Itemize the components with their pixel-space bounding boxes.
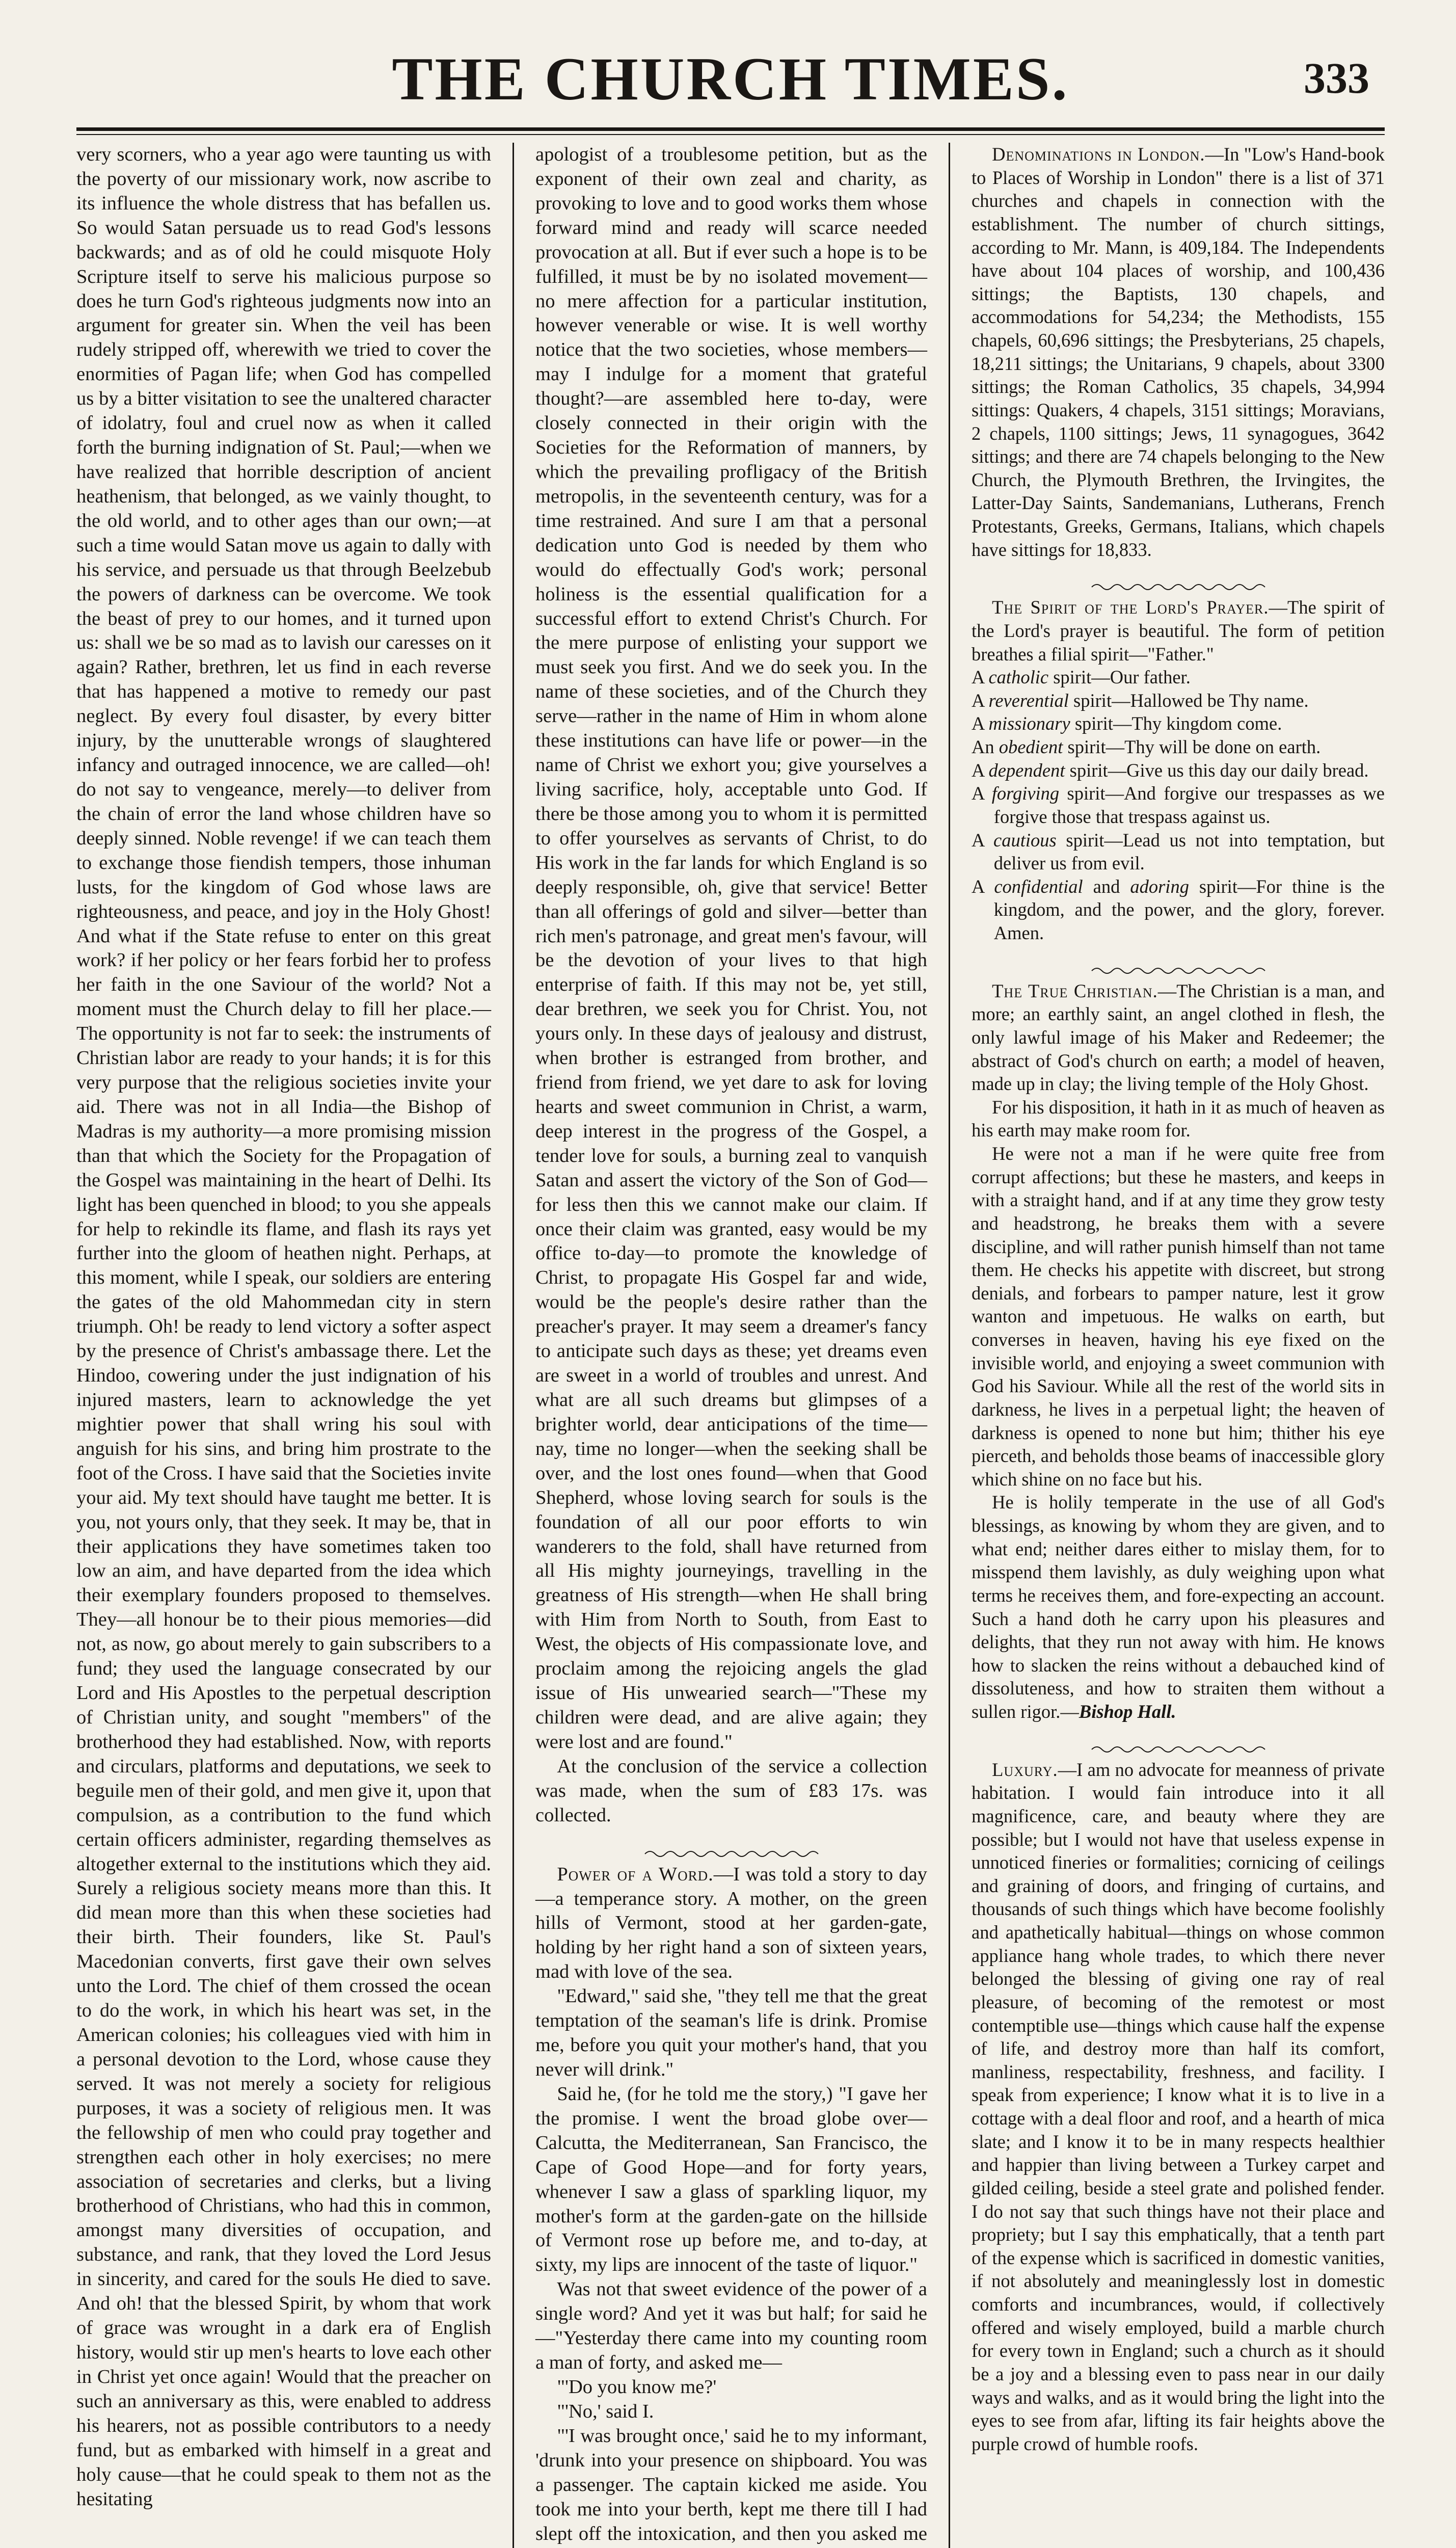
list-item: An obedient spirit—Thy will be done on earth. <box>972 736 1321 757</box>
collection-note: At the conclusion of the service a collection was made, when the sum of £83 17s. was collected. <box>535 1755 927 1826</box>
luxury-heading: Luxury. <box>992 1759 1058 1780</box>
list-item: A cautious spirit—Lead us not into temptation, but deliver us from evil. <box>972 829 1385 874</box>
page-title: THE CHURCH TIMES. <box>392 45 1069 113</box>
column-3 <box>949 143 1385 2548</box>
luxury-article: Luxury.—I am no advocate for meanness of private habitation. I would fain introduce into it all magnificence, care, and beauty where they are possible; but I would not have that useless expense in unnoticed fineries or formalities; cornicing of ceilings and graining of doors, and fringing of curtains, and thousands of such things which have become foolishly and apathetically habitual—things on whose common appliance hang whole trades, to which there never belonged the blessing of giving one ray of real pleasure, of becoming of the remotest or most contemptible use—things which cause half the expense of life, and destroy more than half its comfort, manliness, respectability, freshness, and facility. I speak from experience; I know what it is to live in a cottage with a deal floor and roof, and a hearth of mica slate; and I know it to be in many respects healthier and happier than living between a Turkey carpet and gilded ceiling, beside a steel grate and polished fender. I do not say that such things have not their place and propriety; but I say this emphatically, that a tenth part of the expense which is sacrificed in domestic vanities, if not absolutely and meaninglessly lost in domestic comforts and incumbrances, would, if collectively offered and wisely employed, build a marble church for every town in England; such a church as it should be a joy and a blessing even to pass near in our daily ways and walks, and as it would bring the light into the eyes to see from afar, lifting its fair heights above the purple crowd of humble roofs. <box>972 1759 1385 2454</box>
denominations-heading: Denominations in London. <box>992 144 1205 165</box>
true-christian-article: The True Christian.—The Christian is a man, and more; an earthly saint, an angel clothed in flesh, the only lawful image of his Maker and Redeemer; the abstract of God's church on earth; a model of heaven, made up in clay; the living temple of the Holy Ghost. <box>972 980 1385 1095</box>
power-para: "Edward," said she, "they tell me that the great temptation of the seaman's life is drink. Promise me, before you quit your mother's hand, that you never will drink." <box>535 1985 927 2080</box>
sermon-conclusion: apologist of a troublesome petition, but as the exponent of their own zeal and charity, as provoking to love and to good works them whose forward mind and ready will scarce needed provocation at all. But if ever such a hope is to be fulfilled, it must be by no isolated movement—no mere affection for a particular institution, however venerable or wise. It is well worthy notice that the two societies, whose members—may I indulge for a moment that grateful thought?—are assembled here to-day, were closely connected in their origin with the Societies for the Reformation of manners, by which the prevailing profligacy of the British metropolis, in the seventeenth century, was for a time restrained. And sure I am that a personal dedication unto God is needed by them who would do effectually God's work; personal holiness is the essential qualification for a successful effort to extend Christ's Church. For the mere purpose of enlisting your support we must seek you first. And we do seek you. In the name of these societies, and of the Church they serve—rather in the name of Him in whom alone these institutions can have life or power—in the name of Christ we exhort you; give yourselves a living sacrifice, holy, acceptable unto God. If there be those among you to whom it is permitted to offer yourselves as servants of Christ, to do His work in the far lands for which England is so deeply responsible, oh, give that service! Better than all offerings of gold and silver—better than rich men's patronage, and great men's favour, will be the devotion of your lives to that high enterprise of faith. If this may not be, yet still, dear brethren, we seek you for Christ. You, not yours only. In these days of jealousy and distrust, when brother is estranged from brother, and friend from friend, we yet dare to ask for loving hearts and sweet communion in Christ, a warm, deep interest in the progress of the Gospel, a tender love for souls, a burning zeal to vanquish Satan and assert the victory of the Son of God—for less then this we cannot make our claim. If once their claim was granted, easy would be my office to-day—to promote the knowledge of Christ, to propagate His Gospel far and wide, would be the people's desire rather than the preacher's prayer. It may seem a dreamer's fancy to anticipate such days as these; yet dreams even are sweet in a world of troubles and unrest. And what are all such dreams but glimpses of a brighter world, dear anticipations of the time—nay, time no longer—when the seeking shall be over, and the lost ones found—when that Good Shepherd, whose loving search for souls is the foundation of all our poor efforts to win wanderers to the fold, shall have returned from all His mighty journeyings, travelling in the greatness of His strength—when He shall bring with Him from North to South, from East to West, the objects of His compassionate love, and proclaim among the rejoicing angels the glad issue of His unwearied search—"These my children were dead, and are alive again; they were lost and are found." <box>535 144 927 1753</box>
list-item: A forgiving spirit—And forgive our trespasses as we forgive those that trespass against us. <box>972 783 1385 827</box>
column-2 <box>513 143 949 2548</box>
power-para: "'I was brought once,' said he to my informant, 'drunk into your presence on shipboard. You was a passenger. The captain kicked me aside. You took me into your berth, kept me there till I had slept off the intoxication, and then you asked me <box>535 2425 927 2544</box>
list-item: A missionary spirit—Thy kingdom come. <box>972 713 1282 734</box>
lords-prayer-heading: The Spirit of the Lord's Prayer. <box>992 597 1269 618</box>
section-separator <box>972 1737 1385 1747</box>
masthead-rule <box>76 127 1385 135</box>
lords-prayer-article: The Spirit of the Lord's Prayer.—The spirit of the Lord's prayer is beautiful. The form of petition breathes a filial spirit—"Father." <box>972 597 1385 665</box>
power-para: "'No,' said I. <box>557 2400 654 2422</box>
sermon-continuation: very scorners, who a year ago were taunting us with the poverty of our missionary work, now ascribe to its influence the whole distress that has befallen us. So would Satan persuade us to read God's lessons backwards; and as of old he could misquote Holy Scripture itself to serve his malicious purpose so does he turn God's righteous judgments now into an argument for greater sin. When the veil has been rudely stripped off, wherewith we tried to cover the enormities of Pagan life; when God has compelled us by a bitter visitation to see the unaltered character of idolatry, foul and cruel now as when it called forth the burning indignation of St. Paul;—when we have realized that horrible description of ancient heathenism, that belonged, as we vainly thought, to the old world, and to other ages than our own;—at such a time would Satan move us again to dally with his service, and persuade us that through Beelzebub the powers of darkness can be overcome. We took the beast of prey to our homes, and it turned upon us: shall we be so mad as to lavish our caresses on it again? Rather, brethren, let us find in each reverse that has happened a motive to remedy our past neglect. By every foul disaster, by every bitter injury, by the unutterable wrongs of slaughtered infancy and outraged innocence, we are called—oh! do not say to vengeance, merely—to deliver from the chain of error the land whose children have so deeply sinned. Noble revenge! if we can teach them to exchange those fiendish tempers, those inhuman lusts, for the kingdom of God whose laws are righteousness, and peace, and joy in the Holy Ghost! And what if the State refuse to enter on this great work? if her policy or her fears forbid her to profess her faith in the one Saviour of the world? Not a moment must the Church delay to fill her place.—The opportunity is not far to seek: the instruments of Christian labor are ready to your hands; it is for this very purpose that the religious societies invite your aid. There was not in all India—the Bishop of Madras is my authority—a more promising mission than that which the Society for the Propagation of the Gospel was maintaining in the heart of Delhi. Its light has been quenched in blood; to you she appeals for help to rekindle its flame, and flash its rays yet further into the gloom of heathen night. Perhaps, at this moment, while I speak, our soldiers are entering the gates of the old Mahommedan city in stern triumph. Oh! be ready to lend victory a softer aspect by the presence of Christ's ambassage there. Let the Hindoo, cowering under the just indignation of his injured masters, learn to acknowledge the yet mightier power that shall wring his soul with anguish for his sins, and bring him prostrate to the foot of the Cross. I have said that the Societies invite your aid. My text should have taught me better. It is you, not yours only, that they seek. It may be, that in their applications they have sometimes taken too low an aim, and have departed from the idea which their exemplary founders proposed to themselves. They—all honour be to their pious memories—did not, as now, go about merely to gain subscribers to a fund; they used the language consecrated by our Lord and His Apostles to the perpetual description of Christian unity, and sought "members" of the brotherhood they had established. Now, with reports and circulars, platforms and deputations, we seek to beguile men of their gold, and men give it, upon that compulsion, as a contribution to the fund which certain officers administer, regarding themselves as altogether external to the institutions which they aid. Surely a religious society means more than this. It did mean more than this when these societies had their birth. Their founders, like St. Paul's Macedonian converts, first gave their own selves unto the Lord. The chief of them crossed the ocean to do the work, in which his heart was set, in the American colonies; his colleagues vied with him in a personal devotion to the Lord, whose cause they served. It was not merely a society for religious purposes, it was a society of religious men. It was the fellowship of men who could pray together and strengthen each other in holy exercises; no mere association of secretaries and clerks, but a living brotherhood of Christians, who had this in common, amongst many diversities of occupation, and substance, and rank, that they loved the Lord Jesus in sincerity, and cared for the souls He died to save. And oh! that the blessed Spirit, by whom that work of grace was wrought in a dark era of English history, would stir up men's hearts to love each other in Christ yet once again! Would that the preacher on such an anniversary as this, were enabled to address his hearers, not as possible contributors to a needy fund, but as embarked with himself in a great and holy cause—that he could speak to them not as the hesitating <box>76 144 491 2510</box>
section-separator <box>972 574 1385 585</box>
column-1 <box>76 143 513 2548</box>
power-para: Said he, (for he told me the story,) "I gave her the promise. I went the broad globe over—Calcutta, the Mediterranean, San Francisco, the Cape of Good Hope—and for forty years, whenever I saw a glass of sparkling liquor, my mother's form at the garden-gate on the hillside of Vermont rose up before me, and to-day, at sixty, my lips are innocent of the taste of liquor." <box>535 2083 927 2276</box>
page-number: 333 <box>1304 54 1369 102</box>
attribution: Bishop Hall. <box>1078 1701 1176 1722</box>
power-para: "'Do you know me?' <box>557 2376 717 2398</box>
true-christian-heading: The True Christian. <box>992 980 1158 1001</box>
power-para: Was not that sweet evidence of the power of a single word? And yet it was but half; for said he—"Yesterday there came into my counting room a man of forty, and asked me— <box>535 2278 927 2374</box>
christian-para: He were not a man if he were quite free from corrupt affections; but these he masters, and keeps in with a straight hand, and if at any time they grow testy and headstrong, he breaks them with a severe discipline, and will rather punish himself than not tame them. He checks his appetite with discreet, but strong denials, and forbears to pamper nature, lest it grow wanton and impetuous. He walks on earth, but converses in heaven, having his eye fixed on the invisible world, and enjoying a sweet communion with God his Saviour. While all the rest of the world sits in darkness, he lives in a perpetual light; the heaven of darkness is opened to none but him; thither his eye pierceth, and beholds those beams of inaccessible glory which shine on no face but his. <box>972 1143 1385 1490</box>
christian-para: He is holily temperate in the use of all God's blessings, as knowing by whom they are given, and to what end; neither dares either to mislay them, for to misspend them lavishly, as duly weighing upon what terms he receives them, and fore-expecting an account. Such a hand doth he carry upon his pleasures and delights, that they run not away with him. He knows how to slacken the reins without a debauched kind of dissoluteness, and how to straiten them without a sullen rigor.—Bishop Hall. <box>972 1492 1385 1722</box>
power-of-word-heading: Power of a Word. <box>557 1863 714 1885</box>
list-item: A catholic spirit—Our father. <box>972 667 1191 688</box>
article-columns <box>76 143 1385 2544</box>
christian-para: For his disposition, it hath in it as much of heaven as his earth may make room for. <box>972 1096 1385 1141</box>
masthead <box>76 0 1385 127</box>
section-separator <box>535 1841 927 1851</box>
denominations-article: Denominations in London.—In "Low's Hand-book to Places of Worship in London" there is a list of 371 churches and chapels in connection with the establishment. The number of church sittings, according to Mr. Mann, is 409,184. The Independents have about 104 places of worship, and 100,436 sittings; the Baptists, 130 chapels, and accommodations for 54,234; the Methodists, 155 chapels, 60,696 sittings; the Presbyterians, 25 chapels, 18,211 sittings; the Unitarians, 9 chapels, about 3300 sittings; the Roman Catholics, 35 chapels, 34,994 sittings: Quakers, 4 chapels, 3151 sittings; Moravians, 2 chapels, 1100 sittings; Jews, 11 synagogues, 3642 sittings; and there are 74 chapels belonging to the New Church, the Plymouth Brethren, the Irvingites, the Latter-Day Saints, Sandemanians, Lutherans, French Protestants, Greeks, Germans, Italians, which chapels have sittings for 18,833. <box>972 144 1385 560</box>
list-item: A confidential and adoring spirit—For thine is the kingdom, and the power, and the glory, forever. Amen. <box>972 875 1385 943</box>
power-of-word-article: Power of a Word.—I was told a story to day—a temperance story. A mother, on the green hills of Vermont, stood at her garden-gate, holding by her right hand a son of sixteen years, mad with love of the sea. <box>535 1863 927 1983</box>
list-item: A dependent spirit—Give us this day our daily bread. <box>972 759 1369 781</box>
section-separator <box>972 958 1385 968</box>
list-item: A reverential spirit—Hallowed be Thy name. <box>972 689 1309 711</box>
prayer-spirit-list <box>972 666 1385 945</box>
